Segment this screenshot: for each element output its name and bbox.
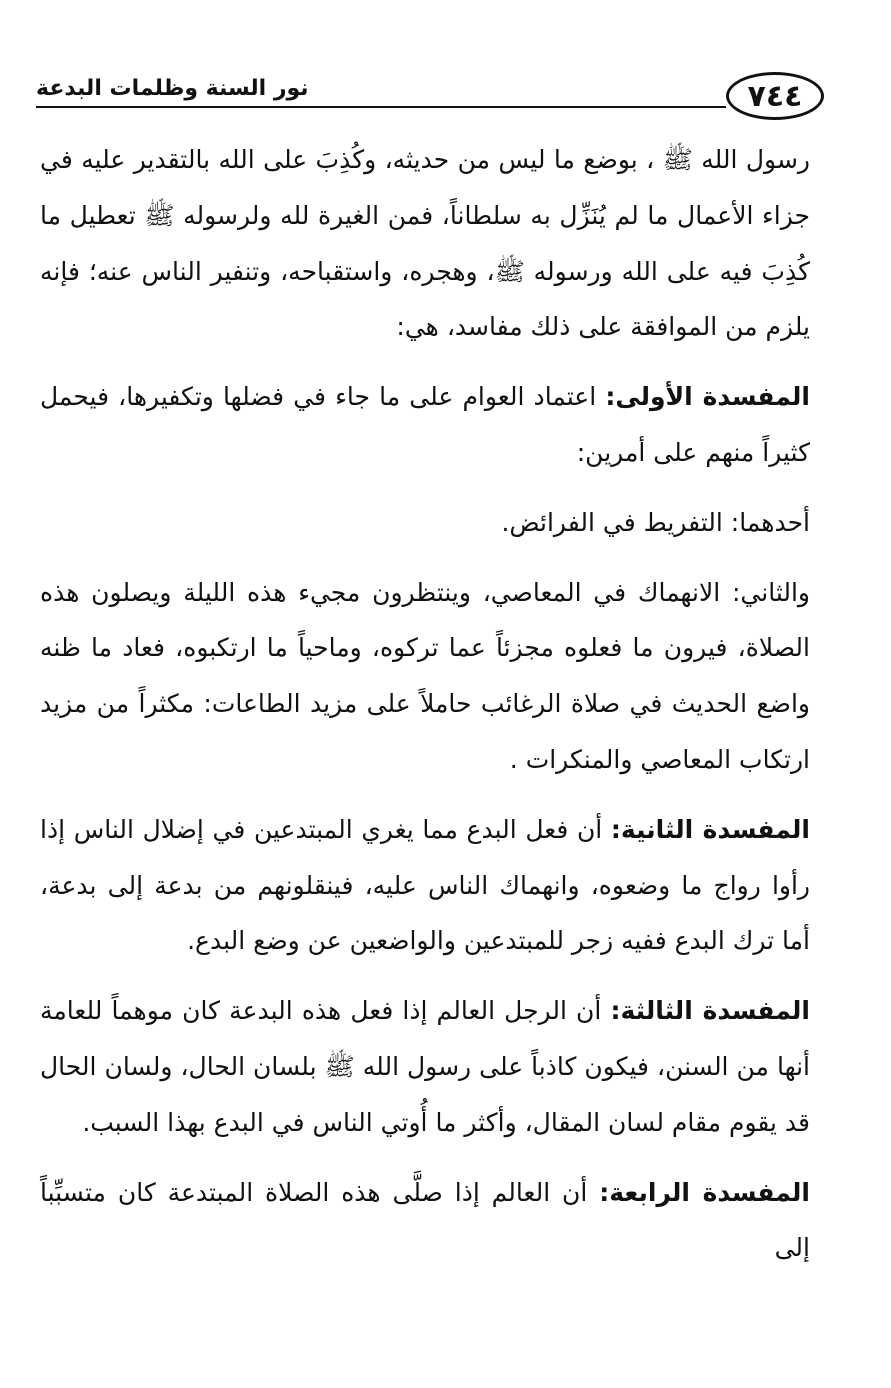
page-number-badge: ٧٤٤	[726, 72, 824, 120]
paragraph-text: والثاني: الانهماك في المعاصي، وينتظرون مجيء هذه الليلة ويصلون هذه الصلاة، فيرون ما فعلوه مجزئاً عما تركوه، وماحياً ما ارتكبوه، فعاد ما ظنه واضع الحديث في صلاة الرغائب حاملاً على مزيد الطاعات: مكثراً من مزيد ارتكاب المعاصي والمنكرات .	[40, 577, 810, 774]
section-term: المفسدة الثانية:	[610, 814, 810, 844]
paragraph-text: اعتماد العوام على ما جاء في فضلها وتكفيرها، فيحمل كثيراً منهم على أمرين:	[40, 382, 810, 467]
paragraph	[40, 1165, 810, 1277]
paragraph-text: أن الرجل العالم إذا فعل هذه البدعة كان موهماً للعامة أنها من السنن، فيكون كاذباً على رسول الله ﷺ بلسان الحال، ولسان الحال قد يقوم مقام لسان المقال، وأكثر ما أُوتي الناس في البدع بهذا السبب.	[40, 996, 810, 1137]
section-term: المفسدة الثالثة:	[610, 996, 810, 1026]
header-rule	[36, 106, 726, 108]
paragraph	[40, 983, 810, 1150]
paragraph	[40, 132, 810, 355]
paragraph-text: أن العالم إذا صلَّى هذه الصلاة المبتدعة كان متسبِّباً إلى	[40, 1177, 810, 1263]
running-title: نور السنة وظلمات البدعة	[36, 76, 309, 101]
paragraph	[40, 369, 810, 481]
section-term: المفسدة الرابعة:	[599, 1177, 811, 1207]
paragraph-text: أن فعل البدع مما يغري المبتدعين في إضلال الناس إذا رأوا رواج ما وضعوه، وانهماك الناس عليه، فينقلونهم من بدعة إلى بدعة، أما ترك البدع ففيه زجر للمبتدعين والواضعين عن وضع البدع.	[40, 814, 810, 956]
paragraph-text: رسول الله ﷺ ، بوضع ما ليس من حديثه، وكُذِبَ على الله بالتقدير عليه في جزاء الأعمال ما لم يُنَزِّل به سلطاناً، فمن الغيرة لله ولرسوله ﷺ تعطيل ما كُذِبَ فيه على الله ورسوله ﷺ، وهجره، واستقباحه، وتنفير الناس عنه؛ فإنه يلزم من الموافقة على ذلك مفاسد، هي:	[40, 145, 810, 342]
paragraph	[40, 565, 810, 788]
paragraph	[40, 495, 810, 551]
paragraph	[40, 802, 810, 969]
paragraph-text: أحدهما: التفريط في الفرائض.	[501, 507, 810, 537]
page-body	[40, 132, 810, 1276]
page-header	[36, 72, 816, 124]
section-term: المفسدة الأولى:	[605, 382, 810, 412]
